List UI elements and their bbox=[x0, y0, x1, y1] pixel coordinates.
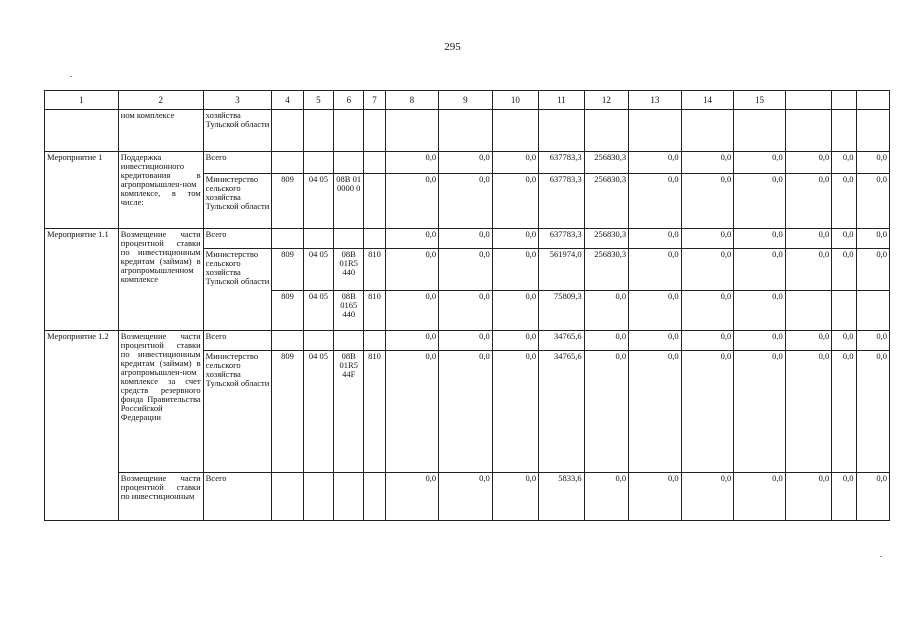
value-cell: 0,0 bbox=[681, 473, 734, 521]
value-cell: 0,0 bbox=[629, 249, 682, 291]
col-header: 5 bbox=[303, 91, 333, 110]
table-row bbox=[45, 110, 890, 152]
value-cell: 0,0 bbox=[492, 249, 538, 291]
value-cell: 0,0 bbox=[785, 152, 831, 174]
measure-name: Мероприятие 1.1 bbox=[45, 229, 119, 331]
header-row bbox=[45, 91, 890, 110]
rzpr-cell: 04 05 bbox=[303, 249, 333, 291]
value-cell: 0,0 bbox=[785, 249, 831, 291]
value-cell: 0,0 bbox=[832, 331, 856, 351]
measure-name: Мероприятие 1.2 bbox=[45, 331, 119, 521]
value-cell: 0,0 bbox=[832, 473, 856, 521]
value-cell bbox=[832, 291, 856, 331]
col-header: 3 bbox=[203, 91, 272, 110]
col-header: 13 bbox=[629, 91, 682, 110]
value-cell: 34765,6 bbox=[539, 331, 584, 351]
executor-cell: хозяйства Тульской области bbox=[203, 110, 272, 152]
value-cell: 0,0 bbox=[439, 174, 493, 229]
col-header: 12 bbox=[584, 91, 628, 110]
vr-cell: 810 bbox=[364, 351, 385, 473]
rzpr-cell: 04 05 bbox=[303, 174, 333, 229]
measure-desc: Возмещение части процентной ставки по инвестиционным кредитам (займам) в агропромышленном комплексе bbox=[118, 229, 203, 331]
value-cell: 0,0 bbox=[385, 473, 439, 521]
col-header: 1 bbox=[45, 91, 119, 110]
measure-desc: Поддержка инвестиционного кредитования в агропромышлен-ном комплексе, в том числе: bbox=[118, 152, 203, 229]
value-cell: 0,0 bbox=[832, 152, 856, 174]
value-cell: 0,0 bbox=[832, 229, 856, 249]
desc-cell: ном комплексе bbox=[118, 110, 203, 152]
table-row bbox=[45, 229, 890, 249]
value-cell: 0,0 bbox=[439, 249, 493, 291]
scan-speck bbox=[880, 556, 882, 557]
csr-cell: 08B 0165 440 bbox=[334, 291, 364, 331]
col-header bbox=[832, 91, 856, 110]
value-cell: 637783,3 bbox=[539, 174, 584, 229]
value-cell: 0,0 bbox=[734, 249, 786, 291]
table-row bbox=[45, 473, 890, 521]
rzpr-cell: 04 05 bbox=[303, 351, 333, 473]
col-header: 9 bbox=[439, 91, 493, 110]
value-cell: 34765,6 bbox=[539, 351, 584, 473]
value-cell: 0,0 bbox=[734, 473, 786, 521]
vr-cell bbox=[364, 174, 385, 229]
value-cell: 0,0 bbox=[439, 152, 493, 174]
value-cell: 0,0 bbox=[492, 351, 538, 473]
value-cell: 0,0 bbox=[492, 473, 538, 521]
value-cell: 0,0 bbox=[584, 331, 628, 351]
page-number: 295 bbox=[444, 41, 461, 53]
value-cell: 0,0 bbox=[681, 152, 734, 174]
table-row bbox=[45, 331, 890, 351]
value-cell: 637783,3 bbox=[539, 229, 584, 249]
col-header: 10 bbox=[492, 91, 538, 110]
col-header: 2 bbox=[118, 91, 203, 110]
value-cell: 256830,3 bbox=[584, 152, 628, 174]
value-cell: 256830,3 bbox=[584, 229, 628, 249]
value-cell: 0,0 bbox=[492, 229, 538, 249]
value-cell: 0,0 bbox=[785, 473, 831, 521]
value-cell: 0,0 bbox=[492, 331, 538, 351]
measure-desc: Возмещение части процентной ставки по инвестиционным bbox=[118, 473, 203, 521]
value-cell: 0,0 bbox=[385, 229, 439, 249]
value-cell: 0,0 bbox=[785, 174, 831, 229]
value-cell: 256830,3 bbox=[584, 174, 628, 229]
value-cell: 0,0 bbox=[629, 351, 682, 473]
value-cell: 0,0 bbox=[629, 152, 682, 174]
col-header: 4 bbox=[272, 91, 303, 110]
grbs-cell: 809 bbox=[272, 249, 303, 291]
value-cell: 0,0 bbox=[629, 229, 682, 249]
value-cell: 0,0 bbox=[734, 174, 786, 229]
value-cell: 0,0 bbox=[492, 174, 538, 229]
value-cell: 0,0 bbox=[629, 174, 682, 229]
csr-cell: 08B 01R5 44F bbox=[334, 351, 364, 473]
value-cell: 0,0 bbox=[385, 174, 439, 229]
value-cell: 0,0 bbox=[385, 351, 439, 473]
executor-cell: Министерство сельского хозяйства Тульской области bbox=[203, 174, 272, 229]
value-cell: 0,0 bbox=[584, 291, 628, 331]
value-cell: 0,0 bbox=[629, 291, 682, 331]
col-header bbox=[785, 91, 831, 110]
col-header: 15 bbox=[734, 91, 786, 110]
executor-cell: Министерство сельского хозяйства Тульской области bbox=[203, 249, 272, 331]
value-cell: 0,0 bbox=[385, 331, 439, 351]
table-row bbox=[45, 152, 890, 174]
value-cell: 0,0 bbox=[856, 229, 890, 249]
total-label: Всего bbox=[203, 229, 272, 249]
value-cell: 0,0 bbox=[734, 351, 786, 473]
vr-cell: 810 bbox=[364, 291, 385, 331]
value-cell: 0,0 bbox=[681, 229, 734, 249]
value-cell: 0,0 bbox=[681, 331, 734, 351]
value-cell: 0,0 bbox=[856, 249, 890, 291]
col-header: 6 bbox=[334, 91, 364, 110]
value-cell: 0,0 bbox=[832, 249, 856, 291]
value-cell: 0,0 bbox=[681, 291, 734, 331]
total-label: Всего bbox=[203, 331, 272, 351]
value-cell: 0,0 bbox=[856, 174, 890, 229]
scan-speck bbox=[70, 76, 72, 77]
value-cell: 0,0 bbox=[856, 351, 890, 473]
measure-desc: Возмещение части процентной ставки по инвестиционным кредитам (займам) в агропромышлен-ном комплексе за счет средств резервного фонда Правительства Российской Федерации bbox=[118, 331, 203, 473]
value-cell: 0,0 bbox=[629, 473, 682, 521]
total-label: Всего bbox=[203, 473, 272, 521]
value-cell: 0,0 bbox=[439, 229, 493, 249]
value-cell: 0,0 bbox=[439, 351, 493, 473]
csr-cell: 08B 01R5 440 bbox=[334, 249, 364, 291]
value-cell: 0,0 bbox=[734, 152, 786, 174]
value-cell: 561974,0 bbox=[539, 249, 584, 291]
measure-name: Мероприятие 1 bbox=[45, 152, 119, 229]
value-cell: 0,0 bbox=[785, 331, 831, 351]
total-label: Всего bbox=[203, 152, 272, 174]
value-cell: 0,0 bbox=[629, 331, 682, 351]
col-header: 7 bbox=[364, 91, 385, 110]
col-header: 14 bbox=[681, 91, 734, 110]
value-cell: 637783,3 bbox=[539, 152, 584, 174]
value-cell: 0,0 bbox=[785, 351, 831, 473]
value-cell: 0,0 bbox=[584, 473, 628, 521]
value-cell: 0,0 bbox=[385, 249, 439, 291]
rzpr-cell: 04 05 bbox=[303, 291, 333, 331]
value-cell: 0,0 bbox=[785, 229, 831, 249]
budget-table bbox=[44, 90, 890, 521]
value-cell bbox=[856, 291, 890, 331]
value-cell: 0,0 bbox=[385, 291, 439, 331]
value-cell: 0,0 bbox=[734, 229, 786, 249]
grbs-cell: 809 bbox=[272, 351, 303, 473]
value-cell: 0,0 bbox=[681, 249, 734, 291]
value-cell: 0,0 bbox=[734, 331, 786, 351]
value-cell: 0,0 bbox=[492, 291, 538, 331]
vr-cell: 810 bbox=[364, 249, 385, 291]
value-cell: 0,0 bbox=[681, 174, 734, 229]
value-cell: 0,0 bbox=[856, 331, 890, 351]
value-cell: 0,0 bbox=[856, 473, 890, 521]
value-cell: 0,0 bbox=[734, 291, 786, 331]
csr-cell: 08B 01 0000 0 bbox=[334, 174, 364, 229]
value-cell: 0,0 bbox=[584, 351, 628, 473]
col-header: 8 bbox=[385, 91, 439, 110]
value-cell: 256830,3 bbox=[584, 249, 628, 291]
executor-cell: Министерство сельского хозяйства Тульской области bbox=[203, 351, 272, 473]
value-cell: 0,0 bbox=[856, 152, 890, 174]
value-cell bbox=[785, 291, 831, 331]
value-cell: 0,0 bbox=[832, 174, 856, 229]
value-cell: 0,0 bbox=[832, 351, 856, 473]
value-cell: 0,0 bbox=[439, 291, 493, 331]
grbs-cell: 809 bbox=[272, 174, 303, 229]
grbs-cell: 809 bbox=[272, 291, 303, 331]
col-header bbox=[856, 91, 890, 110]
col-header: 11 bbox=[539, 91, 584, 110]
value-cell: 0,0 bbox=[385, 152, 439, 174]
value-cell: 0,0 bbox=[492, 152, 538, 174]
value-cell: 5833,6 bbox=[539, 473, 584, 521]
value-cell: 0,0 bbox=[439, 473, 493, 521]
value-cell: 75809,3 bbox=[539, 291, 584, 331]
value-cell: 0,0 bbox=[439, 331, 493, 351]
value-cell: 0,0 bbox=[681, 351, 734, 473]
